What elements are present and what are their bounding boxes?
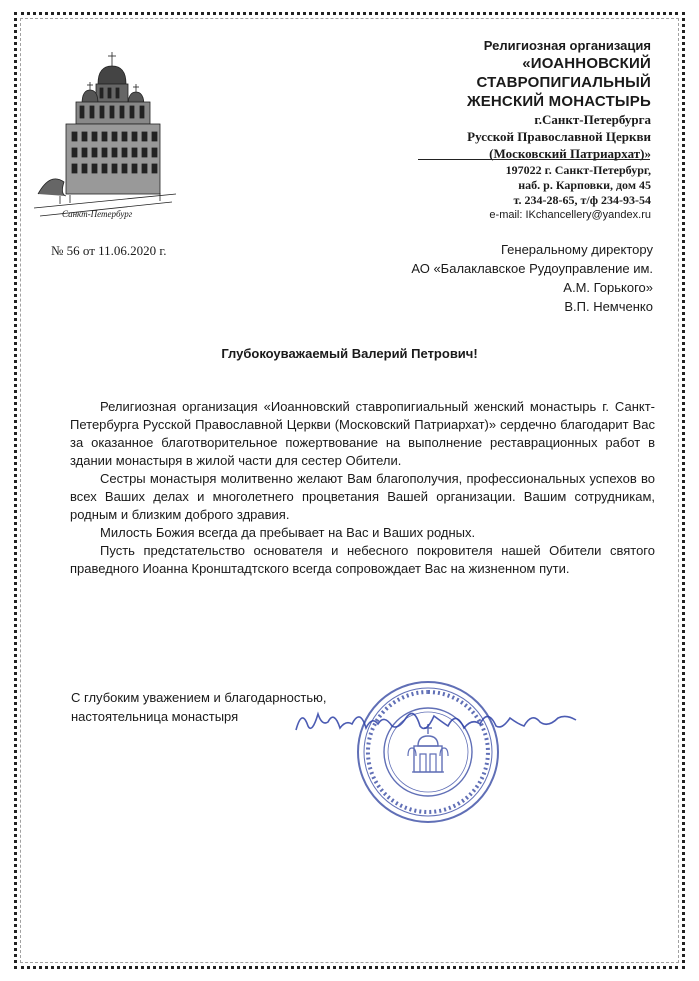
body-paragraph: Милость Божия всегда да пребывает на Вас и Ваших родных. [100,525,476,540]
recipient-line: Генеральному директору [501,242,653,257]
recipient-block [411,240,653,316]
header-line: Религиозная организация [483,38,651,53]
greeting: Глубокоуважаемый Валерий Петрович! [221,346,478,361]
closing-line: настоятельница монастыря [71,709,239,724]
recipient-line: А.М. Горького» [563,280,653,295]
logo-caption: Санкт-Петербург [62,209,133,219]
header-line: «ИОАННОВСКИЙ [522,55,651,72]
header-line: СТАВРОПИГИАЛЬНЫЙ [476,74,651,91]
header-divider [418,159,650,160]
header-line: (Московский Патриархат)» [489,146,651,161]
monastery-logo [30,44,180,224]
organization-header [467,38,651,162]
address-line: наб. р. Карповки, дом 45 [518,178,651,192]
address-line: 197022 г. Санкт-Петербург, [505,163,651,177]
recipient-line: В.П. Немченко [564,299,653,314]
letter-body [70,398,655,578]
recipient-line: АО «Балаклавское Рудоуправление им. [411,261,653,276]
body-paragraph: Пусть предстательство основателя и небесного покровителя нашей Обители святого праведного Иоанна Кронштадтского всегда сопровождает Вас на жизненном пути. [70,543,655,576]
organization-address [489,163,651,223]
body-paragraph: Сестры монастыря молитвенно желают Вам благополучия, профессиональных успехов во всех Ваших делах и многолетнего процветания Вашей организации. Вашим сотрудникам, родным и близким доброго здравия. [70,471,655,522]
body-paragraph: Религиозная организация «Иоанновский ставропигиальный женский монастырь г. Санкт-Петербурга Русской Православной Церкви (Московский Патриархат)» сердечно благодарит Вас за оказанное благотворительное пожертвование на выполнение реставрационных работ в здании монастыря в жилой части для сестер Обители. [70,399,655,468]
email-line: e-mail: IKchancellery@yandex.ru [489,209,651,221]
phone-line: т. 234-28-65, т/ф 234-93-54 [513,193,651,207]
header-line: г.Санкт-Петербурга [534,112,651,127]
closing-line: С глубоким уважением и благодарностью, [71,690,327,705]
letter-reference: № 56 от 11.06.2020 г. [51,243,167,258]
header-line: Русской Православной Церкви [467,129,651,144]
header-line: ЖЕНСКИЙ МОНАСТЫРЬ [466,93,651,110]
handwritten-signature [288,700,588,740]
